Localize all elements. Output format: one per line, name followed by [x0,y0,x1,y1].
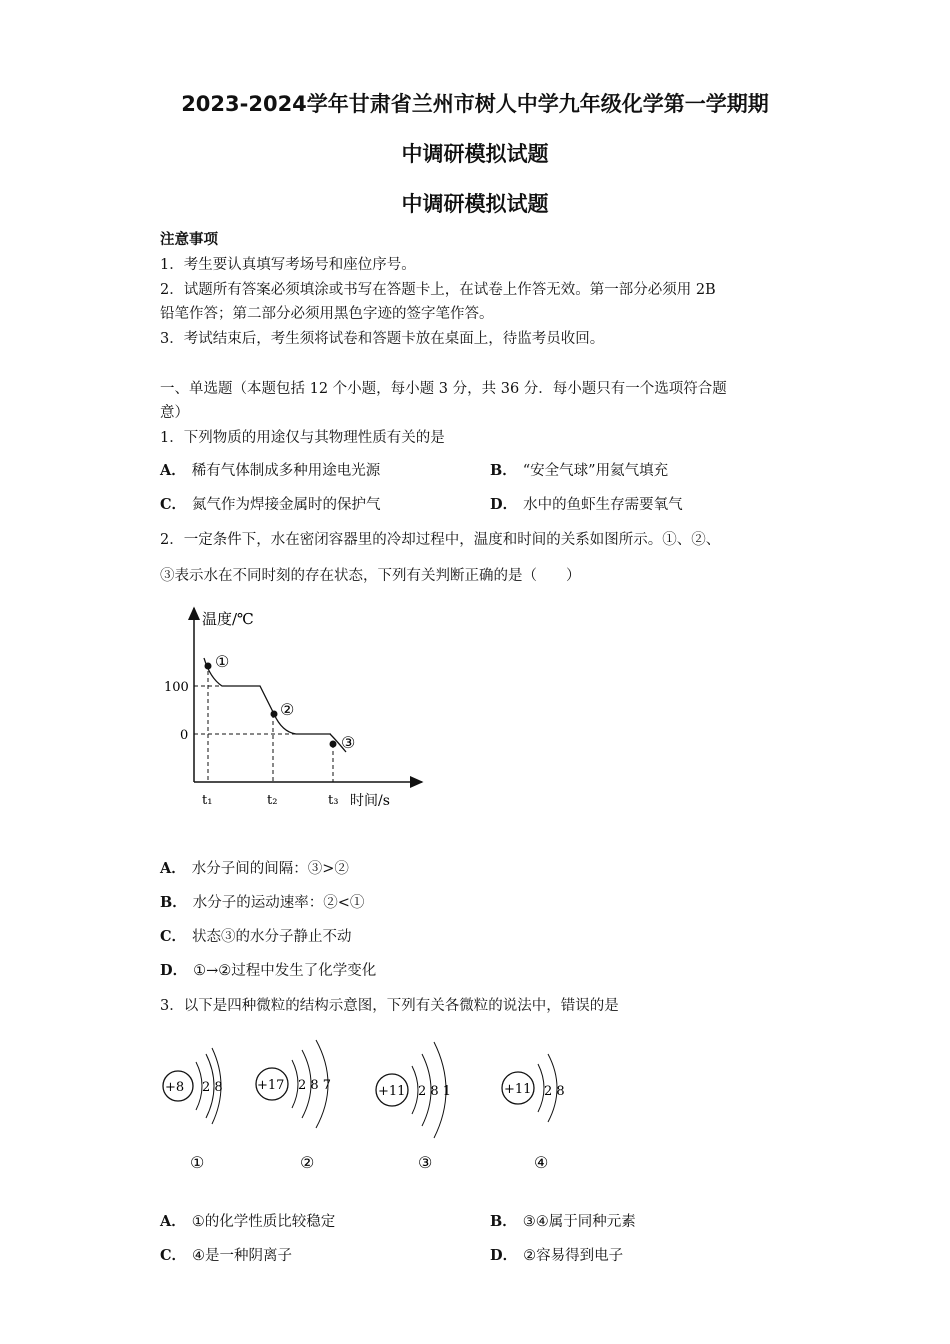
notice-item: 2．试题所有答案必须填涂或书写在答题卡上，在试卷上作答无效。第一部分必须用 2B [160,282,716,298]
q1-option-c [160,493,381,514]
option-text: ②容易得到电子 [523,1248,624,1264]
question-3-stem: 3．以下是四种微粒的结构示意图，下列有关各微粒的说法中，错误的是 [160,998,619,1014]
option-text: 稀有气体制成多种用途电光源 [191,463,381,479]
point-1-label: ① [215,652,230,671]
option-label: B． [490,1213,517,1230]
particle-mark: ① [190,1153,205,1172]
notice-heading: 注意事项 [160,231,218,248]
q3-option-d [490,1244,623,1265]
y-axis-label: 温度/℃ [202,610,254,628]
q1-option-a [160,459,380,480]
q1-option-b [490,459,668,480]
point-3-label: ③ [341,733,356,752]
tick-t1: t₁ [202,793,213,808]
option-text: 水分子的运动速率：②<① [192,895,365,911]
notice-item: 3．考试结束后，考生须将试卷和答题卡放在桌面上，待监考员收回。 [160,331,605,347]
q2-option-c [160,925,352,946]
tick-100: 100 [164,680,189,695]
option-label: D． [160,962,188,979]
option-label: C． [160,928,187,945]
particle-mark: ② [300,1153,315,1172]
q3-option-b [490,1210,636,1231]
option-text: 水分子间的间隔：③>② [191,861,349,877]
q3-option-c [160,1244,292,1265]
option-text: ①的化学性质比较稳定 [191,1214,336,1230]
section-heading: 一、单选题（本题包括 12 个小题，每小题 3 分，共 36 分．每小题只有一个选项符合题 [160,381,727,397]
particle-mark: ③ [418,1153,433,1172]
shell-electrons: 2 8 [202,1080,223,1095]
section-heading-cont: 意） [160,405,189,421]
option-text: 水中的鱼虾生存需要氧气 [523,497,683,513]
option-label: B． [160,894,187,911]
q3-option-a [160,1210,335,1231]
option-label: C． [160,496,187,513]
particle-1-diagram [163,1048,223,1172]
tick-t3: t₃ [328,793,339,808]
shell-electrons: 2 8 7 [298,1078,332,1093]
q2-option-d [160,959,376,980]
option-label: D． [490,496,518,513]
question-2-stem-cont: ③表示水在不同时刻的存在状态，下列有关判断正确的是（ ） [160,568,581,584]
particle-3-diagram [376,1042,451,1172]
point-1 [205,663,212,670]
page-title-line3: 中调研模拟试题 [401,192,549,216]
temperature-time-graph [150,598,440,818]
shell-electrons: 2 8 1 [418,1084,452,1099]
nucleus-charge: +17 [257,1078,285,1093]
cooling-curve [204,658,346,752]
option-label: D． [490,1247,518,1264]
particle-mark: ④ [534,1153,549,1172]
point-3 [330,741,337,748]
point-2-label: ② [280,700,295,719]
option-text: 氮气作为焊接金属时的保护气 [192,497,381,513]
q2-option-b [160,891,364,912]
option-label: C． [160,1247,187,1264]
x-axis-label: 时间/s [350,793,390,809]
question-1-stem: 1．下列物质的用途仅与其物理性质有关的是 [160,430,445,446]
option-text: 状态③的水分子静止不动 [192,929,352,945]
option-text: “安全气球”用氦气填充 [522,463,669,479]
page-title-line1: 2023-2024学年甘肃省兰州市树人中学九年级化学第一学期期 [181,92,769,116]
particle-diagrams [150,1028,610,1178]
option-text: ③④属于同种元素 [522,1214,636,1230]
nucleus-charge: +11 [504,1082,532,1097]
q2-option-a [160,857,349,878]
nucleus-charge: +11 [378,1084,406,1099]
notice-item: 1．考生要认真填写考场号和座位序号。 [160,257,416,273]
point-2 [271,711,278,718]
question-2-stem: 2．一定条件下，水在密闭容器里的冷却过程中，温度和时间的关系如图所示。①、②、 [160,532,721,548]
notice-item: 铅笔作答；第二部分必须用黑色字迹的签字笔作答。 [160,306,494,322]
option-text: ④是一种阴离子 [192,1248,293,1264]
option-label: B． [490,462,517,479]
option-label: A． [160,462,186,479]
q1-option-d [490,493,683,514]
tick-0: 0 [180,728,189,743]
shell-electrons: 2 8 [544,1084,565,1099]
option-text: ①→②过程中发生了化学变化 [193,963,377,979]
particle-2-diagram [256,1040,331,1172]
particle-4-diagram [502,1054,565,1172]
page-title-line2: 中调研模拟试题 [401,142,549,166]
option-label: A． [160,1213,186,1230]
option-label: A． [160,860,186,877]
nucleus-charge: +8 [165,1080,185,1095]
tick-t2: t₂ [267,793,278,808]
